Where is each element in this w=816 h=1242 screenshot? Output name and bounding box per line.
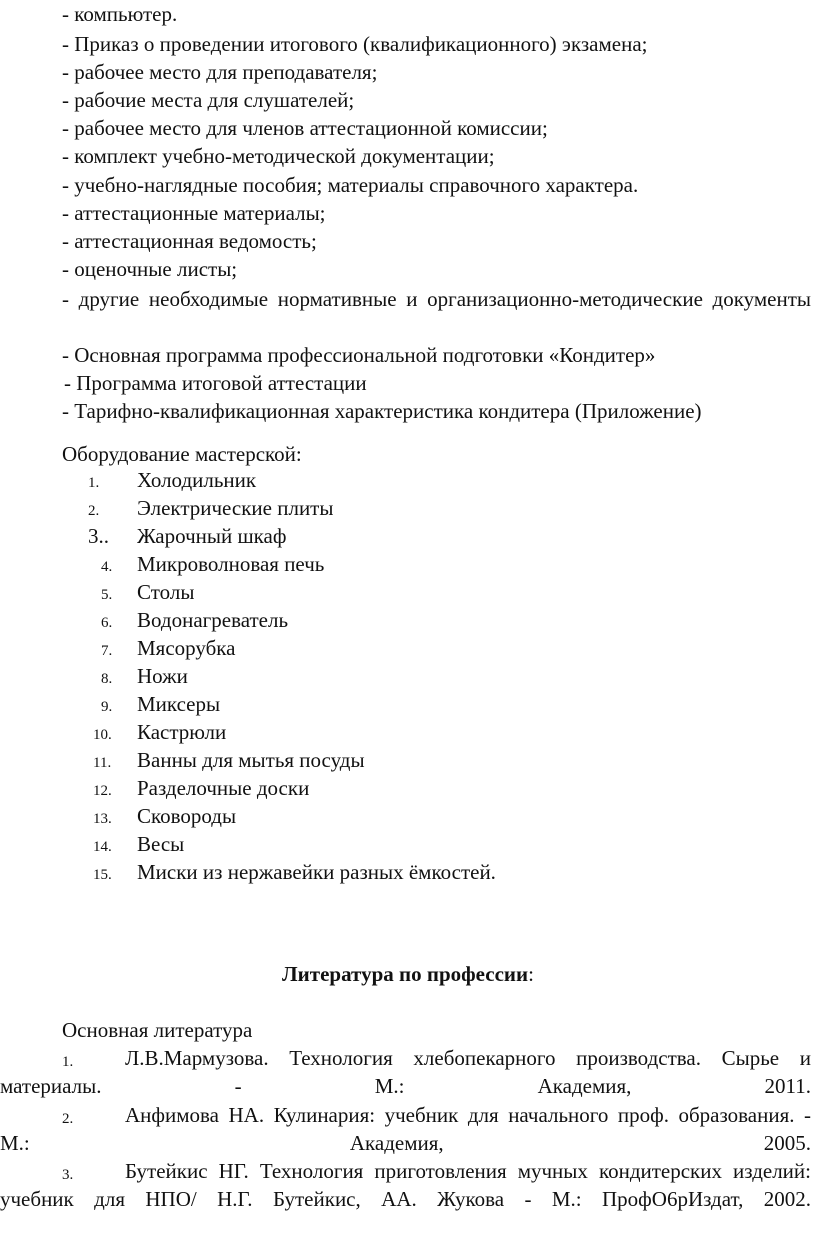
reference-text: Анфимова НА. Кулинария: учебник для начального проф. образования. - М.: Академия, 2005. xyxy=(0,1103,811,1155)
equipment-item: Водонагреватель xyxy=(137,608,289,632)
equipment-item: Сковороды xyxy=(137,804,237,828)
equipment-number: 10. xyxy=(93,727,112,743)
reference-text: Л.В.Мармузова. Технология хлебопекарного производства. Сырье и материалы. - М.: Академия, 2011. xyxy=(0,1046,811,1098)
equipment-item: Миксеры xyxy=(137,692,221,716)
req-item: - комплект учебно-методической документации; xyxy=(62,144,495,168)
req-item: - оценочные листы; xyxy=(62,257,238,281)
reference-text: Бутейкис НГ. Технология приготовления мучных кондитерских изделий: учебник для НПО/ Н.Г. Бутейкис, АА. Жукова - М.: ПрофО6рИздат, 2002. xyxy=(0,1159,811,1211)
equipment-item: Миски из нержавейки разных ёмкостей. xyxy=(137,860,496,884)
equipment-number: 8. xyxy=(101,671,113,687)
equipment-number: 6. xyxy=(101,615,113,631)
literature-title xyxy=(0,960,816,988)
equipment-number: 12. xyxy=(93,783,112,799)
req-item: - рабочее место для членов аттестационной комиссии; xyxy=(62,116,548,140)
equipment-number: 2. xyxy=(88,503,100,519)
equipment-number: 14. xyxy=(93,839,112,855)
equipment-number: 7. xyxy=(101,643,113,659)
equipment-number: 3.. xyxy=(88,524,109,548)
equipment-item: Ванны для мытья посуды xyxy=(137,748,365,772)
equipment-number: 9. xyxy=(101,699,113,715)
req-item: - аттестационные материалы; xyxy=(62,201,326,225)
equipment-item: Микроволновая печь xyxy=(137,552,325,576)
equipment-number: 5. xyxy=(101,587,113,603)
req-item-multiline: - другие необходимые нормативные и организационно-методические документы xyxy=(62,287,811,311)
equipment-item: Весы xyxy=(137,832,185,856)
equipment-number: 15. xyxy=(93,867,112,883)
equipment-item: Ножи xyxy=(137,664,188,688)
equipment-item: Столы xyxy=(137,580,195,604)
req-item: - Тарифно-квалификационная характеристика кондитера (Приложение) xyxy=(62,399,702,423)
equipment-item: Разделочные доски xyxy=(137,776,310,800)
equipment-item: Жарочный шкаф xyxy=(137,524,287,548)
literature-title-text: Литература по профессии xyxy=(282,962,529,986)
equipment-number: 11. xyxy=(93,755,112,771)
equipment-item: Кастрюли xyxy=(137,720,227,744)
req-item: - аттестационная ведомость; xyxy=(62,229,317,253)
reference-number: 2. xyxy=(62,1111,74,1127)
req-item: - рабочее место для преподавателя; xyxy=(62,60,378,84)
reference-number: 3. xyxy=(62,1167,74,1183)
req-item: - Основная программа профессиональной подготовки «Кондитер» xyxy=(62,343,656,367)
req-item: - Программа итоговой аттестации xyxy=(64,371,367,395)
equipment-number: 13. xyxy=(93,811,112,827)
req-item: - рабочие места для слушателей; xyxy=(62,88,355,112)
reference-number: 1. xyxy=(62,1054,74,1070)
literature-title-colon: : xyxy=(528,962,534,986)
req-item: - учебно-наглядные пособия; материалы справочного характера. xyxy=(62,173,639,197)
req-item: - Приказ о проведении итогового (квалификационного) экзамена; xyxy=(62,32,648,56)
equipment-item: Мясорубка xyxy=(137,636,236,660)
equipment-number: 1. xyxy=(88,475,100,491)
equipment-number: 4. xyxy=(101,559,113,575)
equipment-item: Холодильник xyxy=(137,468,257,492)
equipment-item: Электрические плиты xyxy=(137,496,334,520)
req-item: - компьютер. xyxy=(62,2,178,26)
literature-subheading: Основная литература xyxy=(62,1018,253,1042)
equipment-heading: Оборудование мастерской: xyxy=(62,442,302,466)
